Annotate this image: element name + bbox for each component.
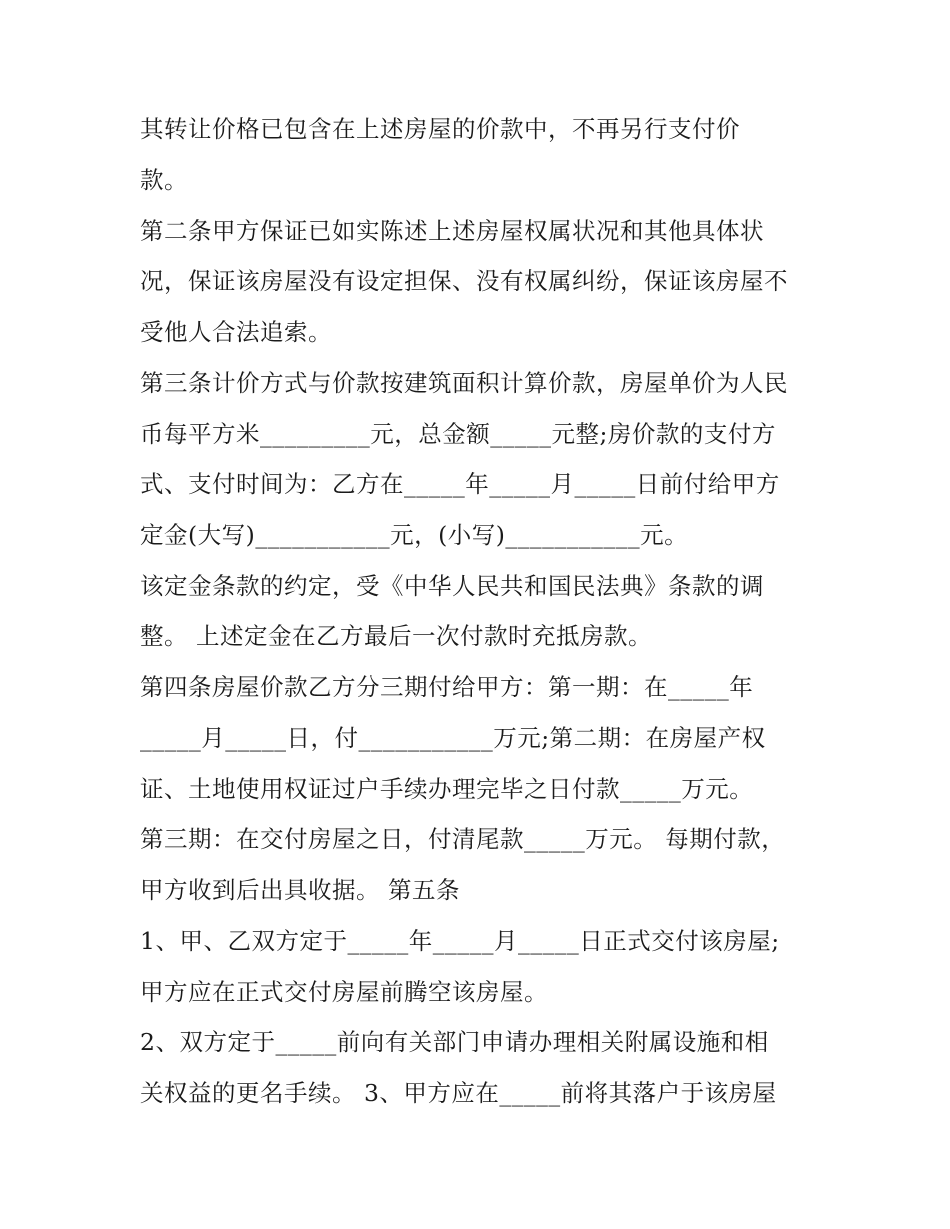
text-line: 第三条计价方式与价款按建筑面积计算价款，房屋单价为人民: [140, 369, 788, 397]
text-line: 2、双方定于_____前向有关部门申请办理相关附属设施和相: [140, 1028, 769, 1056]
text-line: 第四条房屋价款乙方分三期付给甲方：第一期：在_____年: [140, 673, 754, 701]
text-line: 第二条甲方保证已如实陈述上述房屋权属状况和其他具体状: [140, 217, 764, 245]
text-line: 甲方收到后出具收据。 第五条: [140, 876, 460, 904]
text-line: 证、土地使用权证过户手续办理完毕之日付款_____万元。: [140, 775, 754, 803]
text-line: 甲方应在正式交付房屋前腾空该房屋。: [140, 978, 548, 1006]
text-line: 其转让价格已包含在上述房屋的价款中，不再另行支付价: [140, 115, 740, 143]
text-line: 式、支付时间为：乙方在_____年_____月_____日前付给甲方: [140, 470, 780, 498]
text-line: 况，保证该房屋没有设定担保、没有权属纠纷，保证该房屋不: [140, 267, 788, 295]
text-line: 第三期：在交付房屋之日，付清尾款_____万元。 每期付款，: [140, 825, 786, 853]
text-line: 1、甲、乙双方定于_____年_____月_____日正式交付该房屋;: [140, 927, 780, 955]
text-line: 款。: [140, 166, 188, 194]
text-line: 受他人合法追索。: [140, 318, 332, 346]
text-line: 币每平方米_________元，总金额_____元整;房价款的支付方: [140, 420, 776, 448]
text-line: 关权益的更名手续。 3、甲方应在_____前将其落户于该房屋: [140, 1079, 777, 1107]
text-line: 该定金条款的约定，受《中华人民共和国民法典》条款的调: [140, 572, 764, 600]
text-line: _____月_____日，付___________万元;第二期：在房屋产权: [140, 724, 766, 752]
text-line: 定金(大写)___________元，(小写)___________元。: [140, 521, 689, 549]
text-line: 整。 上述定金在乙方最后一次付款时充抵房款。: [140, 622, 652, 650]
